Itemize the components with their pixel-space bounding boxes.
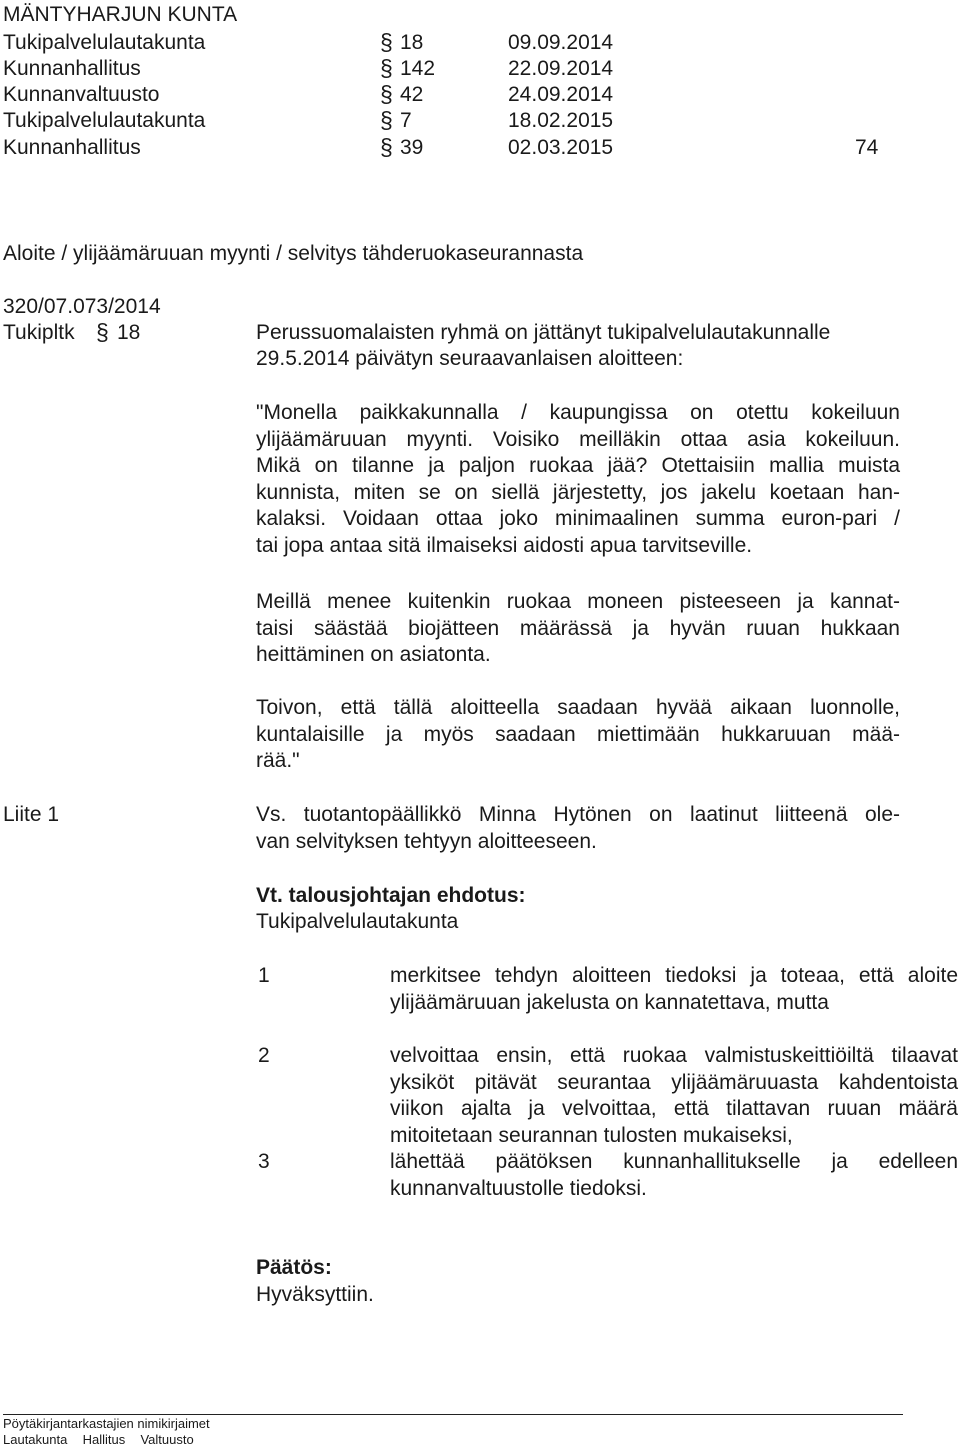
decision-heading-text: Päätös: xyxy=(256,1256,332,1279)
record-number: 320/07.073/2014 xyxy=(3,295,161,318)
meeting-date: 24.09.2014 xyxy=(508,83,614,106)
quote-line: Meillä menee kuitenkin ruokaa moneen pisteeseen ja kannat- xyxy=(256,590,900,613)
reference-section: 18 xyxy=(117,321,141,344)
municipality-name: MÄNTYHARJUN KUNTA xyxy=(3,3,238,26)
meeting-date: 22.09.2014 xyxy=(508,57,614,80)
section-number: 42 xyxy=(400,83,424,106)
item-title: Aloite / ylijäämäruuan myynti / selvitys tähderuokaseurannasta xyxy=(3,242,584,265)
section-number: 39 xyxy=(400,136,424,159)
footer-divider xyxy=(3,1414,903,1415)
intro-line: Perussuomalaisten ryhmä on jättänyt tukipalvelulautakunnalle xyxy=(256,321,831,344)
meeting-date: 18.02.2015 xyxy=(508,109,614,132)
footer-body: Hallitus xyxy=(82,1432,126,1447)
footer-body: Lautakunta xyxy=(3,1432,68,1447)
quote-line: "Monella paikkakunnalla / kaupungissa on otettu kokeiluun xyxy=(256,401,900,424)
page-number: 74 xyxy=(855,136,879,159)
meeting-date: 09.09.2014 xyxy=(508,31,614,54)
attachment-label: Liite 1 xyxy=(3,803,60,826)
proposal-heading-text: Vt. talousjohtajan ehdotus: xyxy=(256,884,526,907)
decision-heading xyxy=(256,1255,332,1282)
section-symbol-icon: § xyxy=(380,81,393,107)
list-item-line: mitoitetaan seurannan tulosten mukaiseksi, xyxy=(390,1123,793,1147)
quote-paragraph xyxy=(256,400,900,559)
section-symbol-icon: § xyxy=(380,29,393,55)
list-item xyxy=(390,963,958,1016)
list-item-line: yksiköt pitävät seurantaa ylijäämäruuasta kahdentoista xyxy=(390,1070,958,1094)
intro-line: 29.5.2014 päivätyn seuraavanlaisen aloitteen: xyxy=(256,347,684,370)
proposal-body: Tukipalvelulautakunta xyxy=(256,910,459,933)
quote-line: Mikä on tilanne ja paljon ruokaa jää? Otettaisiin mallia muista xyxy=(256,454,900,477)
list-item-line: ylijäämäruuan jakelusta on kannatettava, mutta xyxy=(390,990,829,1014)
quote-line: heittäminen on asiatonta. xyxy=(256,643,491,666)
attachment-line: Vs. tuotantopäällikkö Minna Hytönen on laatinut liitteenä ole- xyxy=(256,803,900,826)
quote-paragraph xyxy=(256,695,900,775)
quote-line: Toivon, että tällä aloitteella saadaan hyvää aikaan luonnolle, xyxy=(256,696,900,719)
list-item-number: 3 xyxy=(258,1150,270,1173)
attachment-text xyxy=(256,802,900,855)
section-symbol-icon: § xyxy=(96,319,109,345)
quote-line: taisi säästää biojätteen määrässä ja hyvän ruuan hukkaan xyxy=(256,616,900,640)
quote-line: kunnista, miten se on siellä järjestetty, jos jakelu koetaan han- xyxy=(256,480,900,504)
meeting-body: Tukipalvelulautakunta xyxy=(3,31,206,54)
meeting-date: 02.03.2015 xyxy=(508,136,614,159)
list-item-number: 1 xyxy=(258,964,270,987)
attachment-line: van selvityksen tehtyyn aloitteeseen. xyxy=(256,829,597,853)
section-number: 18 xyxy=(400,31,424,54)
decision-text: Hyväksyttiin. xyxy=(256,1283,374,1306)
quote-line: rää." xyxy=(256,749,300,772)
proposal-heading xyxy=(256,883,526,910)
section-number: 7 xyxy=(400,109,412,132)
footer-bodies xyxy=(3,1432,194,1448)
meeting-body: Kunnanhallitus xyxy=(3,57,141,80)
reference-label: Tukipltk xyxy=(3,321,75,344)
quote-line: tai jopa antaa sitä ilmaiseksi aidosti apua tarvitseville. xyxy=(256,533,753,557)
meeting-body: Tukipalvelulautakunta xyxy=(3,109,206,132)
meeting-body: Kunnanvaltuusto xyxy=(3,83,160,106)
footer-body: Valtuusto xyxy=(140,1432,194,1447)
meeting-body: Kunnanhallitus xyxy=(3,136,141,159)
quote-paragraph xyxy=(256,589,900,669)
list-item-number: 2 xyxy=(258,1044,270,1067)
section-symbol-icon: § xyxy=(380,107,393,133)
footer-initials-label: Pöytäkirjantarkastajien nimikirjaimet xyxy=(3,1416,210,1431)
list-item-line: velvoittaa ensin, että ruokaa valmistuskeittiöiltä tilaavat xyxy=(390,1044,958,1067)
quote-line: kalaksi. Voidaan ottaa joko minimaalinen summa euron-pari / xyxy=(256,507,900,530)
list-item-line: merkitsee tehdyn aloitteen tiedoksi ja toteaa, että aloite xyxy=(390,964,958,987)
section-symbol-icon: § xyxy=(380,134,393,160)
list-item-line: lähettää päätöksen kunnanhallitukselle ja edelleen xyxy=(390,1150,958,1173)
list-item-line: kunnanvaltuustolle tiedoksi. xyxy=(390,1176,647,1200)
list-item-line: viikon ajalta ja velvoittaa, että tilattavan ruuan määrä xyxy=(390,1097,958,1120)
section-symbol-icon: § xyxy=(380,55,393,81)
section-number: 142 xyxy=(400,57,436,80)
list-item xyxy=(390,1043,958,1149)
quote-line: kuntalaisille ja myös saadaan miettimään hukkaruuan mää- xyxy=(256,722,900,746)
quote-line: ylijäämäruuan myynti. Voisiko meilläkin ottaa asia kokeiluun. xyxy=(256,427,900,451)
list-item xyxy=(390,1149,958,1202)
